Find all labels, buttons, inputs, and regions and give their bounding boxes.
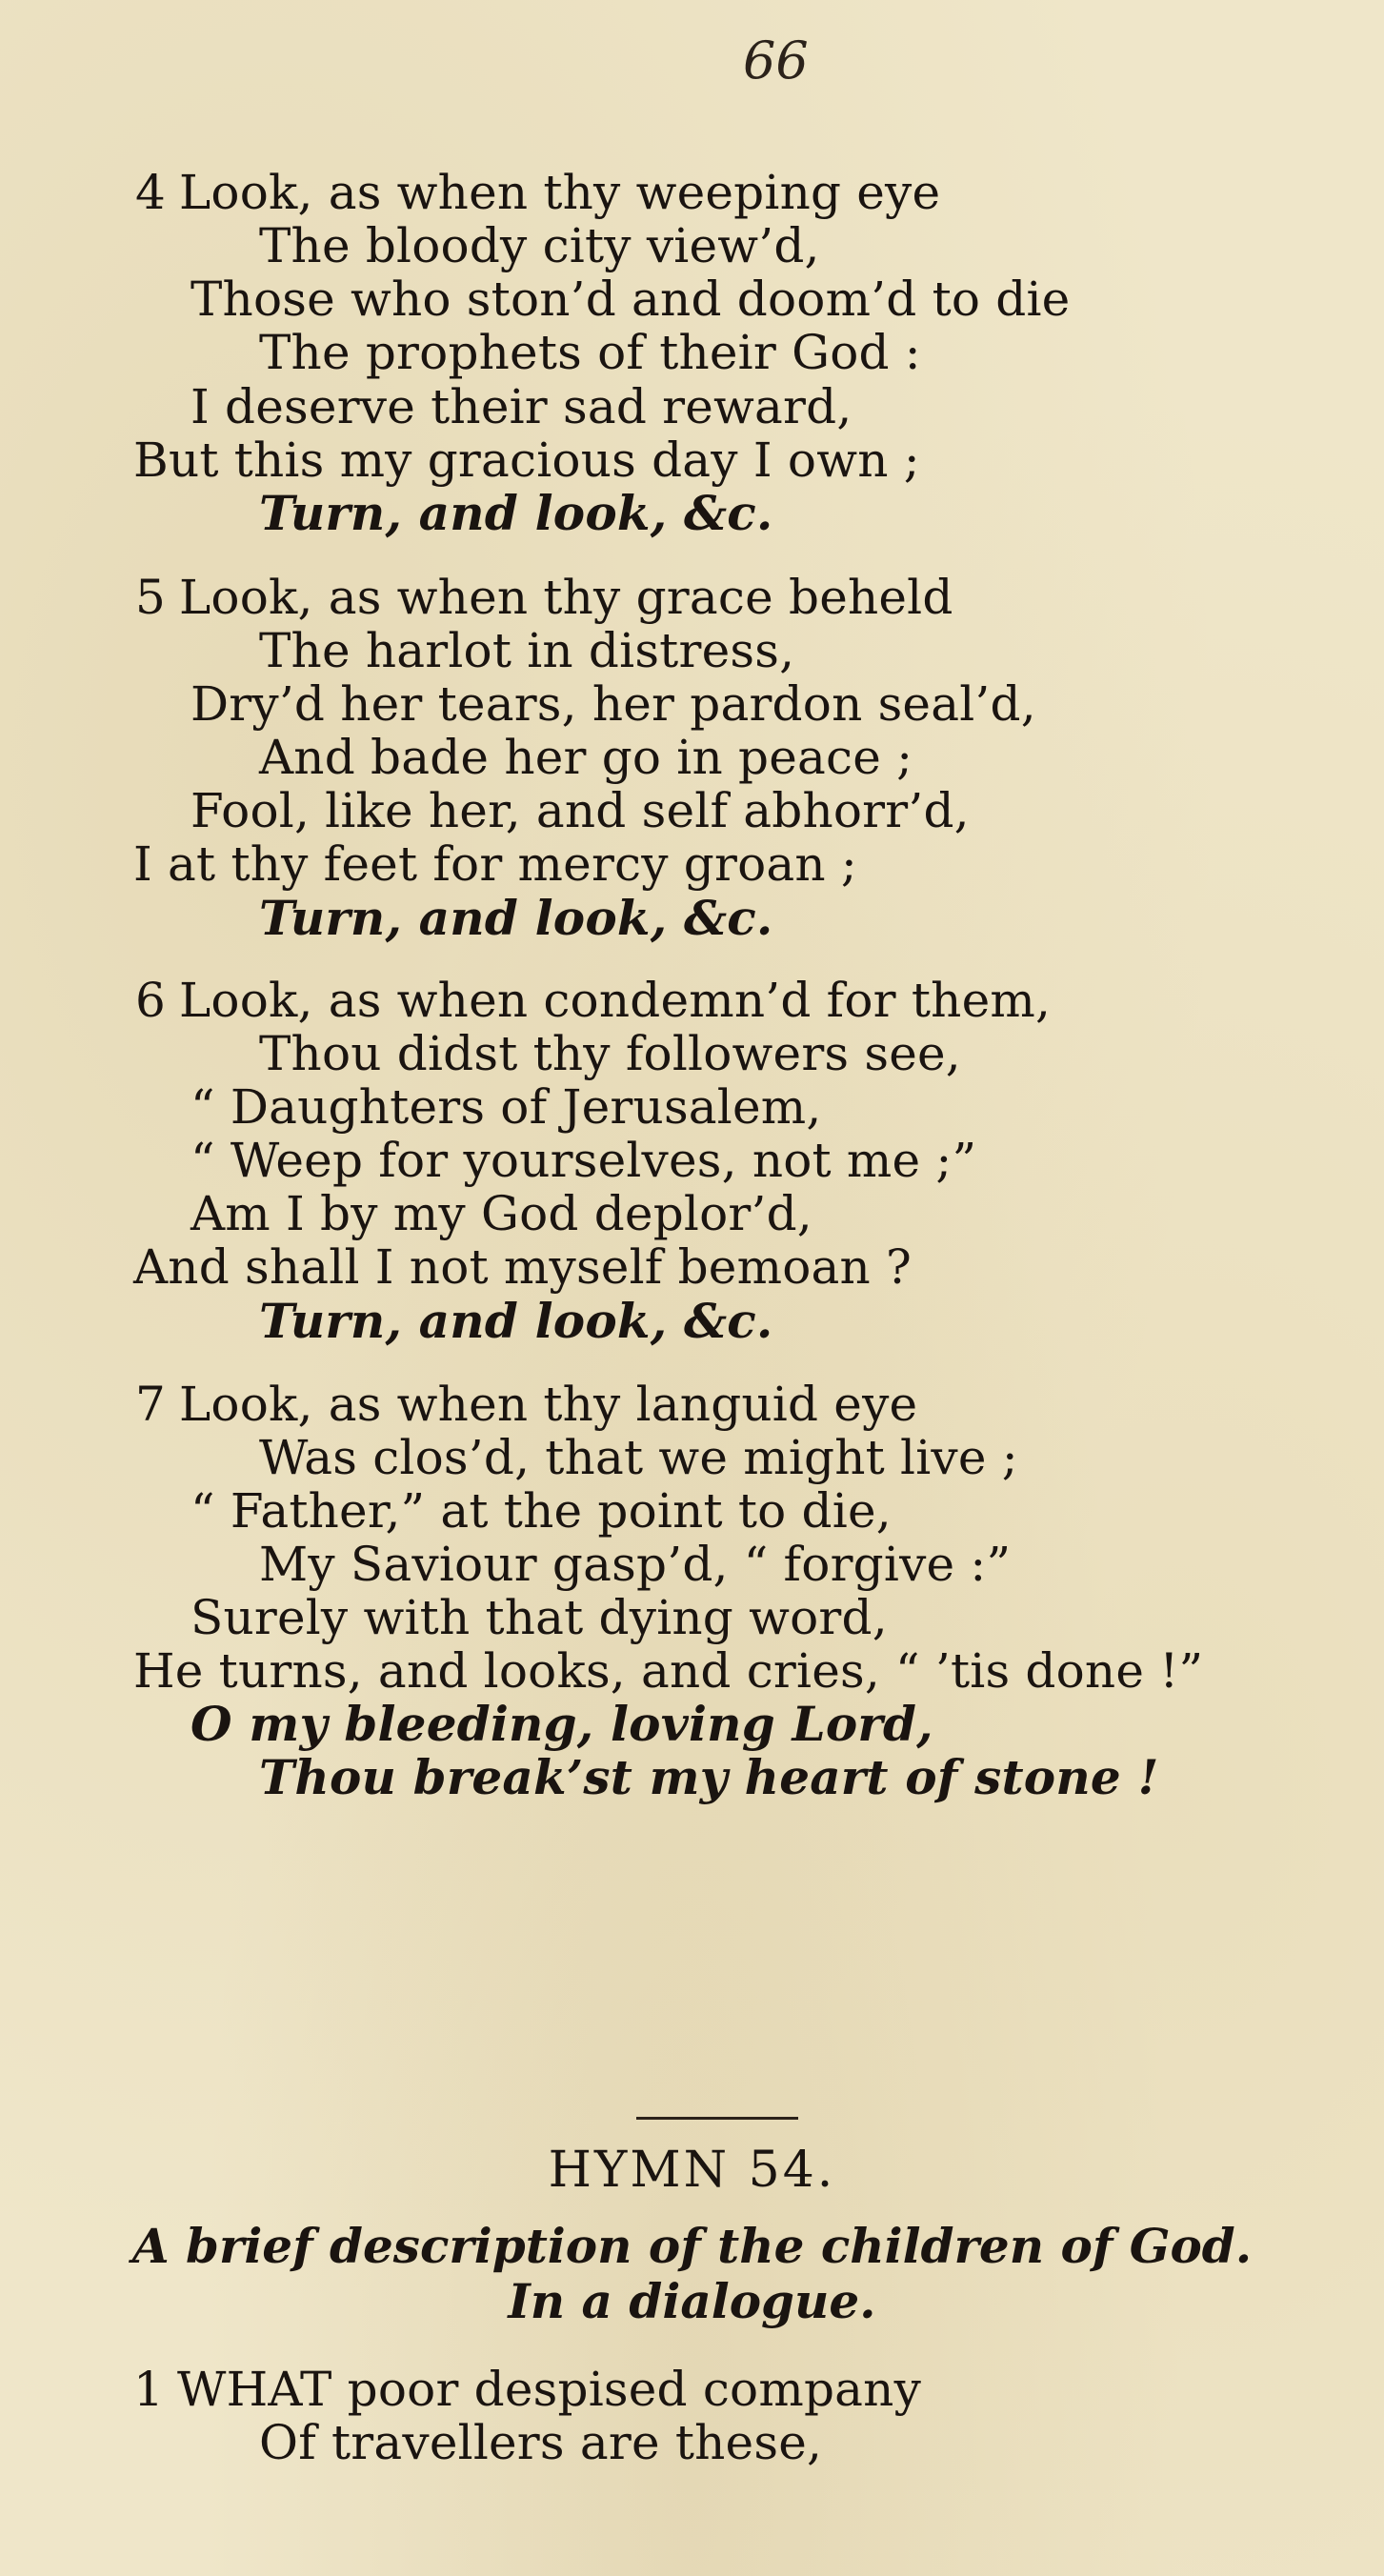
hymn-subtitle: A brief description of the children of God.: [131, 2218, 1253, 2274]
stanza-line: And bade her go in peace ;: [259, 730, 913, 785]
stanza-line: “ Daughters of Jerusalem,: [191, 1079, 822, 1135]
stanza-line: Dry’d her tears, her pardon seal’d,: [191, 676, 1036, 732]
stanza-number: 1: [133, 2362, 165, 2417]
stanza-line: I deserve their sad reward,: [191, 379, 852, 434]
stanza-line: 6 Look, as when condemn’d for them,: [135, 973, 1052, 1028]
stanza-line: 1 WHAT poor despised company: [133, 2362, 922, 2417]
refrain-line: Turn, and look, &c.: [259, 1293, 773, 1349]
stanza-line: 4 Look, as when thy weeping eye: [135, 165, 941, 220]
stanza-line: “ Father,” at the point to die,: [191, 1483, 892, 1539]
stanza-line: The bloody city view’d,: [259, 218, 820, 273]
stanza-line: Thou didst thy followers see,: [259, 1026, 961, 1081]
stanza-line: Fool, like her, and self abhorr’d,: [191, 783, 970, 838]
stanza-number: 5: [135, 570, 167, 625]
stanza-line: But this my gracious day I own ;: [133, 433, 920, 488]
stanza-line: And shall I not myself bemoan ?: [133, 1239, 913, 1295]
refrain-line: Turn, and look, &c.: [259, 485, 773, 541]
stanza-line: 5 Look, as when thy grace beheld: [135, 570, 953, 625]
hymn-subtitle-dialogue: In a dialogue.: [508, 2273, 876, 2329]
refrain-line: O my bleeding, loving Lord,: [191, 1696, 933, 1752]
stanza-line: The harlot in distress,: [259, 623, 795, 678]
stanza-line: The prophets of their God :: [259, 325, 921, 380]
stanza-line: 7 Look, as when thy languid eye: [135, 1377, 918, 1432]
stanza-line: Was clos’d, that we might live ;: [259, 1430, 1018, 1485]
stanza-line: Surely with that dying word,: [191, 1590, 888, 1645]
stanza-line: I at thy feet for mercy groan ;: [133, 836, 857, 892]
stanza-line: Those who ston’d and doom’d to die: [191, 272, 1071, 327]
stanza-number: 6: [135, 973, 167, 1028]
stanza-line: Of travellers are these,: [259, 2415, 823, 2470]
section-divider: [636, 2117, 798, 2120]
page-number: 66: [743, 30, 809, 91]
hymn-title: HYMN 54.: [548, 2142, 836, 2199]
refrain-line: Turn, and look, &c.: [259, 890, 773, 946]
stanza-line: He turns, and looks, and cries, “ ’tis done !”: [133, 1643, 1204, 1699]
stanza-line: Am I by my God deplor’d,: [191, 1186, 812, 1241]
stanza-number: 7: [135, 1377, 167, 1432]
refrain-line: Thou break’st my heart of stone !: [259, 1749, 1159, 1805]
stanza-number: 4: [135, 165, 167, 220]
stanza-line: My Saviour gasp’d, “ forgive :”: [259, 1537, 1012, 1592]
stanza-line: “ Weep for yourselves, not me ;”: [191, 1133, 977, 1188]
